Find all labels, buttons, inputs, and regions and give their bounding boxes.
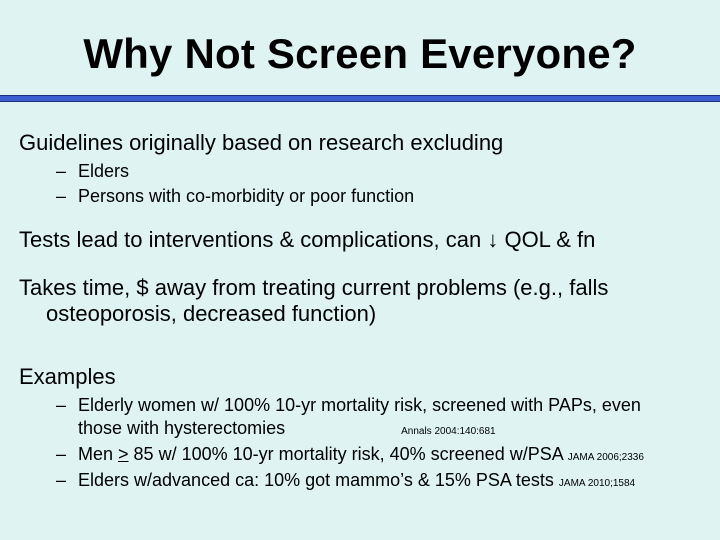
dash: – xyxy=(56,161,67,181)
example-elders xyxy=(56,469,635,495)
dash: – xyxy=(56,444,67,464)
greater-equal-symbol: > xyxy=(118,444,129,464)
bullet-time-line1: Takes time, $ away from treating current problems (e.g., falls xyxy=(19,275,609,300)
citation-annals: Annals 2004:140:681 xyxy=(401,426,496,437)
bullet-time xyxy=(19,275,608,327)
title-divider xyxy=(0,95,720,102)
sub-bullet-text: Elders xyxy=(78,161,130,181)
dash: – xyxy=(56,470,67,490)
bullet-examples: Examples xyxy=(19,364,116,389)
dash: – xyxy=(56,186,67,206)
citation-jama-2006: JAMA 2006;2336 xyxy=(567,452,644,463)
example-women-line2-wrap xyxy=(56,417,641,443)
bullet-tests: Tests lead to interventions & complications, can ↓ QOL & fn xyxy=(19,227,596,252)
sub-bullet-comorbidity xyxy=(56,185,414,208)
example-men-pre: Men xyxy=(78,444,119,464)
bullet-guidelines: Guidelines originally based on research excluding xyxy=(19,130,504,155)
bullet-time-line2: osteoporosis, decreased function) xyxy=(46,301,377,326)
slide-title: Why Not Screen Everyone? xyxy=(83,30,637,77)
example-women-line2: those with hysterectomies xyxy=(78,418,286,438)
example-women-line1: Elderly women w/ 100% 10-yr mortality risk, screened with PAPs, even xyxy=(78,395,641,415)
citation-jama-2010: JAMA 2010;1584 xyxy=(558,478,636,489)
sub-bullet-elders xyxy=(56,160,129,183)
example-elders-text: Elders w/advanced ca: 10% got mammo’s & 15% PSA tests xyxy=(78,470,554,490)
example-women xyxy=(56,394,641,443)
sub-bullet-text: Persons with co-morbidity or poor function xyxy=(78,186,415,206)
example-men-text: 85 w/ 100% 10-yr mortality risk, 40% screened w/PSA xyxy=(128,444,563,464)
example-men xyxy=(56,443,644,469)
dash: – xyxy=(56,395,67,415)
